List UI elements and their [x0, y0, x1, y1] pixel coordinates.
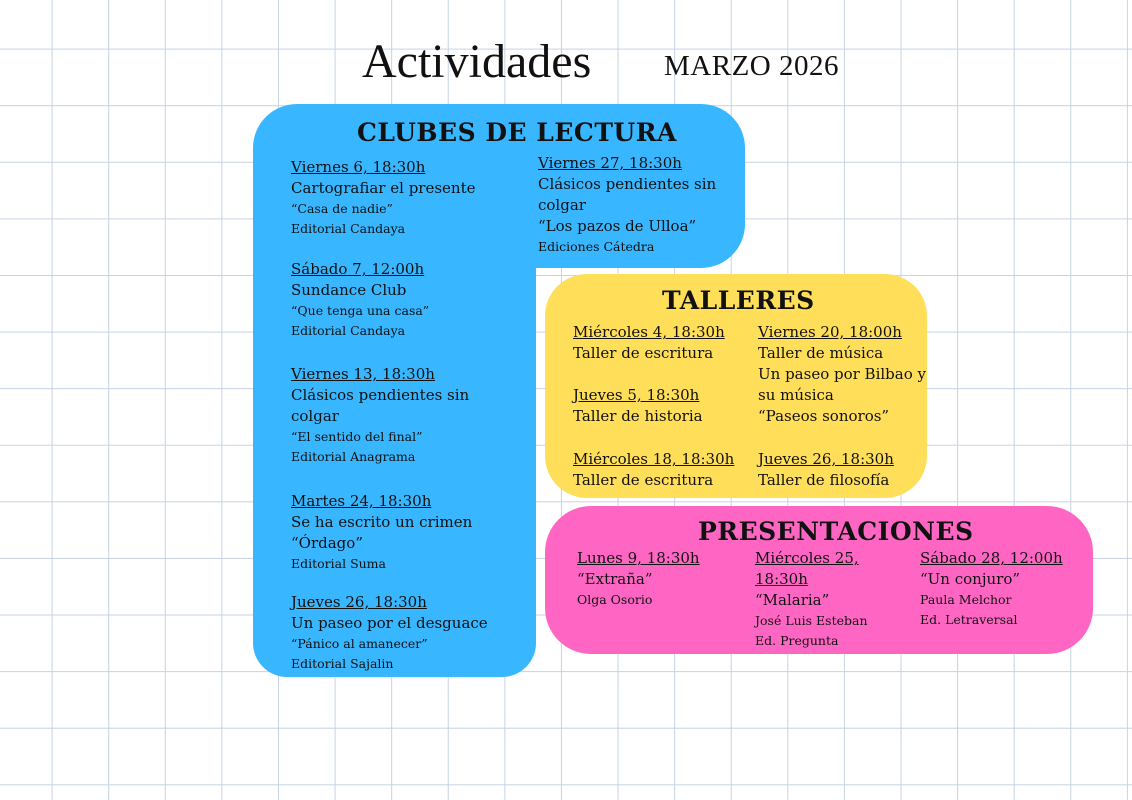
presentacion-event	[920, 548, 1063, 629]
event-publisher: Ed. Letraversal	[920, 611, 1018, 627]
event-date: Sábado 28, 12:00h	[920, 549, 1063, 567]
event-date: Sábado 7, 12:00h	[291, 260, 425, 278]
event-name-cont: colgar	[538, 196, 586, 214]
presentacion-event	[755, 548, 868, 650]
event-name: Un paseo por el desguace	[291, 614, 488, 632]
event-name-cont: colgar	[291, 407, 339, 425]
club-event	[291, 592, 488, 673]
event-author: Paula Melchor	[920, 592, 1012, 607]
event-book: “Que tenga una casa”	[291, 303, 430, 318]
event-date: Jueves 26, 18:30h	[291, 593, 427, 611]
event-book: “Los pazos de Ulloa”	[538, 217, 697, 235]
event-name: Cartografiar el presente	[291, 179, 476, 197]
club-event	[291, 259, 429, 340]
club-event	[291, 157, 475, 238]
event-book: “Casa de nadie”	[291, 201, 393, 216]
presentaciones-title: PRESENTACIONES	[698, 517, 974, 546]
event-name: Taller de filosofía	[758, 471, 890, 489]
event-date: Miércoles 25,	[755, 549, 859, 567]
event-name: Taller de escritura	[573, 344, 714, 362]
event-detail: Un paseo por Bilbao y	[758, 365, 926, 383]
event-publisher: Editorial Candaya	[291, 322, 406, 338]
presentacion-event	[577, 548, 700, 610]
club-event	[538, 153, 716, 257]
event-author: Olga Osorio	[577, 592, 653, 607]
event-book: “Un conjuro”	[920, 570, 1021, 588]
taller-event	[758, 322, 926, 427]
talleres-title: TALLERES	[662, 286, 815, 315]
event-author: José Luis Esteban	[755, 613, 868, 628]
event-book: “Órdago”	[291, 534, 363, 552]
page-title: Actividades	[362, 35, 592, 88]
event-name: Sundance Club	[291, 281, 407, 299]
event-date: Martes 24, 18:30h	[291, 492, 432, 510]
event-date: Miércoles 18, 18:30h	[573, 450, 735, 468]
event-publisher: Ediciones Cátedra	[538, 239, 655, 254]
event-date: Miércoles 4, 18:30h	[573, 323, 725, 341]
event-date: Viernes 27, 18:30h	[538, 154, 682, 172]
event-date: Viernes 6, 18:30h	[291, 158, 426, 176]
taller-event	[758, 449, 894, 491]
event-name: Taller de música	[758, 344, 884, 362]
event-name: Se ha escrito un crimen	[291, 513, 473, 531]
event-book: “Malaria”	[755, 591, 830, 609]
event-detail-cont: su música	[758, 386, 834, 404]
event-name: Clásicos pendientes sin	[538, 175, 717, 193]
event-date-cont: 18:30h	[755, 570, 808, 588]
event-date: Viernes 13, 18:30h	[291, 365, 435, 383]
event-book: “Pánico al amanecer”	[291, 636, 428, 651]
event-name: Taller de escritura	[573, 471, 714, 489]
event-date: Jueves 5, 18:30h	[573, 386, 700, 404]
event-book: “Paseos sonoros”	[758, 407, 890, 425]
club-event	[291, 364, 469, 466]
club-event	[291, 491, 472, 574]
event-publisher: Ed. Pregunta	[755, 632, 839, 648]
event-publisher: Editorial Sajalin	[291, 655, 394, 671]
event-publisher: Editorial Suma	[291, 556, 386, 571]
event-name: Taller de historia	[573, 407, 703, 425]
taller-event	[573, 385, 703, 427]
event-date: Viernes 20, 18:00h	[758, 323, 902, 341]
event-book: “Extraña”	[577, 570, 653, 588]
clubes-title: CLUBES DE LECTURA	[357, 118, 677, 147]
event-publisher: Editorial Anagrama	[291, 448, 416, 464]
event-date: Lunes 9, 18:30h	[577, 549, 700, 567]
event-date: Jueves 26, 18:30h	[758, 450, 894, 468]
taller-event	[573, 449, 734, 491]
taller-event	[573, 322, 725, 364]
event-publisher: Editorial Candaya	[291, 220, 406, 236]
event-name: Clásicos pendientes sin	[291, 386, 470, 404]
month-label: MARZO 2026	[664, 50, 839, 82]
event-book: “El sentido del final”	[291, 429, 423, 444]
